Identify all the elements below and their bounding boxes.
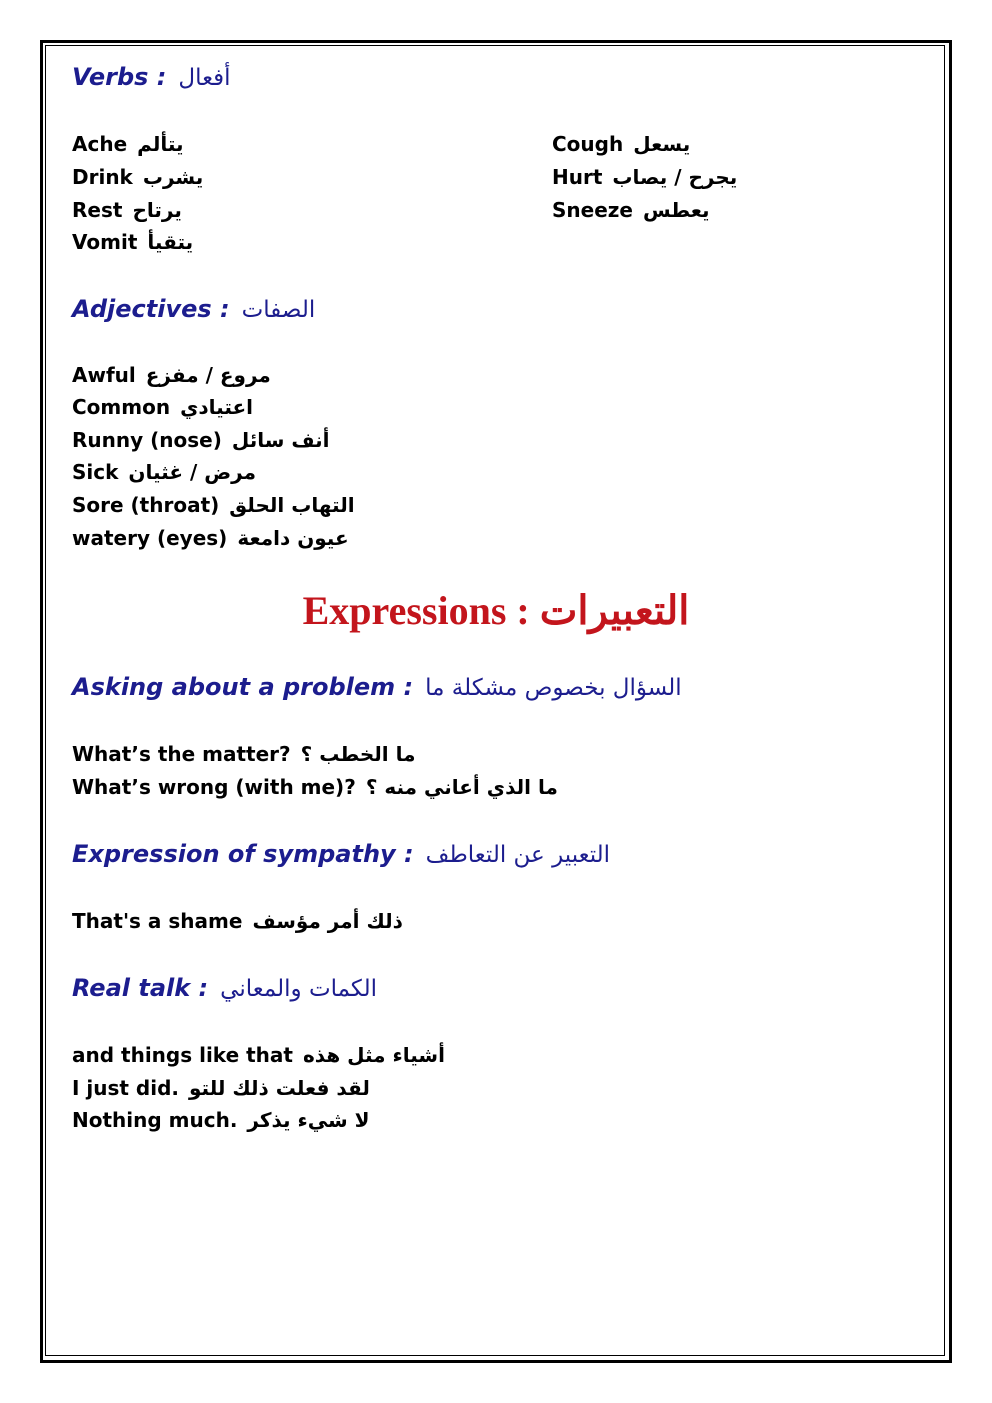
verb-en: Ache (72, 132, 128, 156)
verb-ar: يرتاح (132, 198, 182, 222)
asking-ar: ما الخطب ؟ (300, 742, 416, 766)
asking-heading-en: Asking about a problem : (72, 673, 414, 701)
adjectives-heading-ar: الصفات (241, 297, 316, 323)
sympathy-ar: ذلك أمر مؤسف (252, 909, 403, 933)
verb-item (72, 200, 182, 220)
sympathy-heading (72, 842, 610, 867)
adjective-en: Runny (nose) (72, 428, 222, 452)
asking-en: What’s wrong (with me)? (72, 775, 356, 799)
verb-item (72, 167, 203, 187)
verb-en: Vomit (72, 230, 138, 254)
adjectives-heading-en: Adjectives : (72, 295, 230, 323)
real-talk-item (72, 1045, 445, 1065)
real-talk-ar: لا شيء يذكر (247, 1108, 370, 1132)
adjective-ar: مرض / غثيان (128, 460, 256, 484)
adjective-item (72, 495, 355, 515)
adjective-item (72, 365, 271, 385)
adjective-item (72, 397, 253, 417)
verb-item (552, 134, 690, 154)
verb-item (552, 167, 737, 187)
verb-en: Rest (72, 198, 123, 222)
adjective-item (72, 528, 349, 548)
adjective-en: Sick (72, 460, 119, 484)
adjective-en: Sore (throat) (72, 493, 220, 517)
verb-ar: يتألم (137, 132, 184, 156)
verb-ar: يشرب (142, 165, 204, 189)
verb-en: Hurt (552, 165, 603, 189)
adjectives-heading (72, 297, 315, 322)
real-talk-en: Nothing much. (72, 1108, 238, 1132)
sympathy-heading-en: Expression of sympathy : (72, 840, 414, 868)
asking-item (72, 777, 558, 797)
verbs-heading (72, 65, 231, 90)
asking-item (72, 744, 416, 764)
verb-ar: يسعل (633, 132, 691, 156)
asking-ar: ما الذي أعاني منه ؟ (365, 775, 558, 799)
real-talk-heading-en: Real talk : (72, 974, 209, 1002)
adjective-item (72, 430, 330, 450)
verb-ar: يتقيأ (147, 230, 194, 254)
sympathy-en: That's a shame (72, 909, 243, 933)
sympathy-heading-ar: التعبير عن التعاطف (425, 842, 611, 868)
verb-en: Cough (552, 132, 624, 156)
adjective-ar: عيون دامعة (237, 526, 349, 550)
verb-ar: يجرح / يصاب (612, 165, 738, 189)
real-talk-heading-ar: الكمات والمعاني (220, 976, 378, 1002)
verbs-heading-en: Verbs : (72, 63, 167, 91)
expressions-title-en: Expressions : (302, 588, 530, 633)
asking-heading (72, 675, 682, 700)
real-talk-en: and things like that (72, 1043, 293, 1067)
verb-ar: يعطس (642, 198, 710, 222)
verb-en: Drink (72, 165, 133, 189)
adjective-ar: مروع / مفزع (145, 363, 271, 387)
adjective-ar: اعتيادي (180, 395, 254, 419)
real-talk-ar: أشياء مثل هذه (302, 1043, 445, 1067)
adjective-item (72, 462, 256, 482)
adjective-ar: التهاب الحلق (229, 493, 355, 517)
real-talk-ar: لقد فعلت ذلك للتو (189, 1076, 370, 1100)
asking-heading-ar: السؤال بخصوص مشكلة ما (425, 675, 682, 701)
real-talk-item (72, 1110, 370, 1130)
adjective-en: Common (72, 395, 171, 419)
real-talk-heading (72, 976, 377, 1001)
real-talk-item (72, 1078, 370, 1098)
adjective-en: watery (eyes) (72, 526, 228, 550)
verbs-heading-ar: أفعال (178, 65, 231, 91)
expressions-title (0, 588, 992, 633)
verb-en: Sneeze (552, 198, 633, 222)
adjective-en: Awful (72, 363, 136, 387)
expressions-title-ar: التعبيرات (539, 588, 690, 633)
sympathy-item (72, 911, 403, 931)
asking-en: What’s the matter? (72, 742, 291, 766)
verb-item (72, 134, 184, 154)
verb-item (552, 200, 710, 220)
verb-item (72, 232, 193, 252)
real-talk-en: I just did. (72, 1076, 180, 1100)
adjective-ar: أنف سائل (231, 428, 330, 452)
